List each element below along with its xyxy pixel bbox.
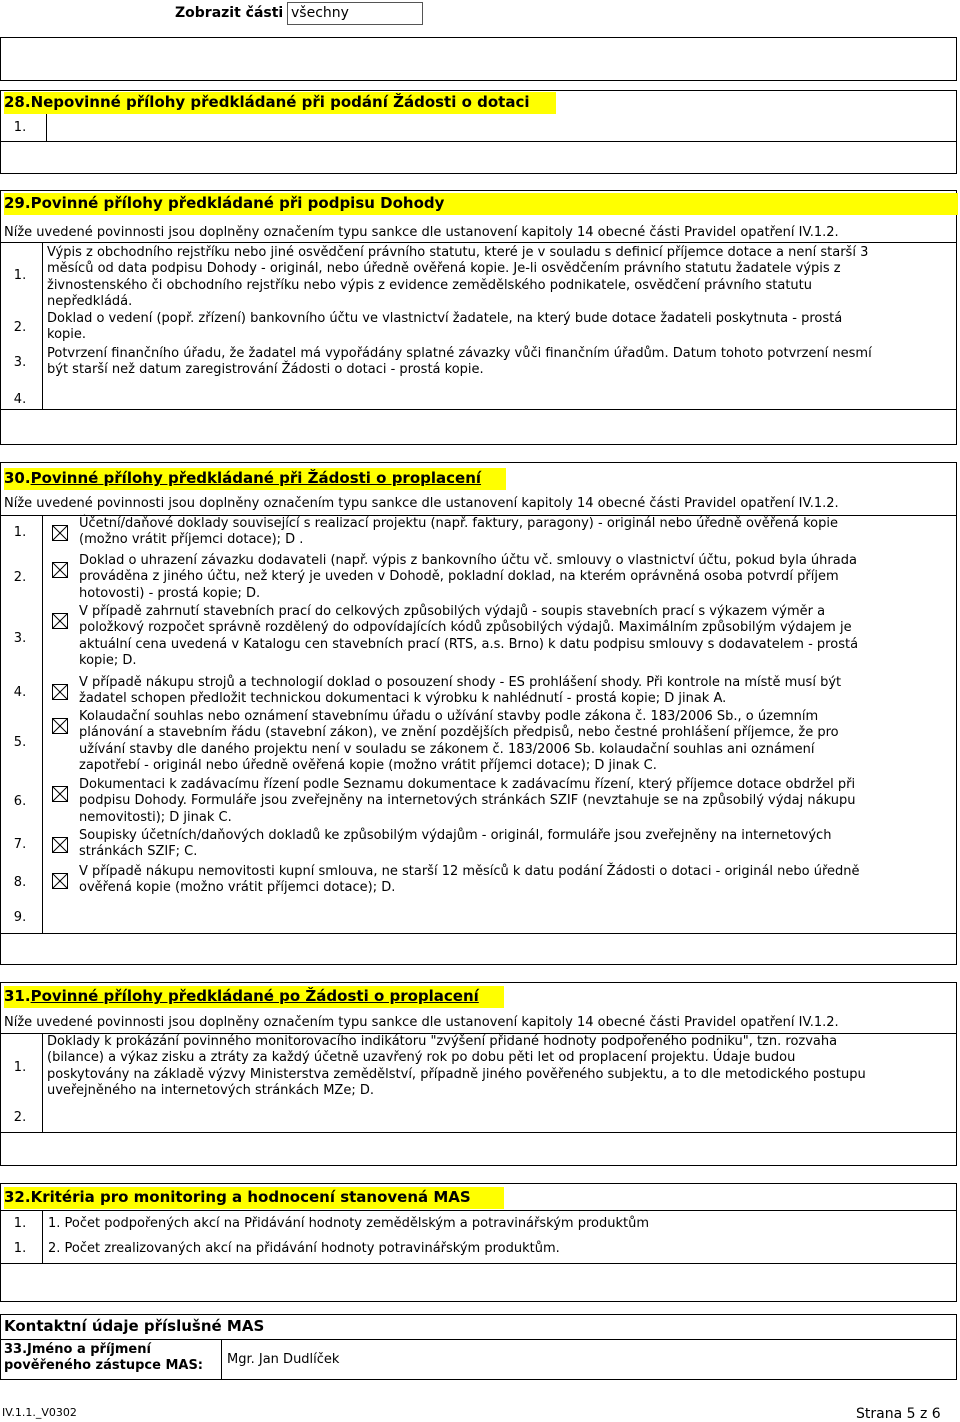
contact-label: 33.Jméno a příjmení pověřeného zástupce MAS:	[4, 1342, 203, 1374]
filter-label: Zobrazit části	[175, 5, 284, 21]
s30-item-3-text: V případě zahrnutí stavebních prací do celkových způsobilých výdajů - soupis stavebních prací s výkazem výměr a položkový rozpočet správně rozdělený do odpovídajících kódů způsobilých výdajů. Maximálním způsobilým výdajem je aktuální cena uvedená v Katalogu cen stavebních prací (RTS, a.s. Brno) k datu podpisu smlouvy s dodavatelem - prostá kopie; D.	[79, 604, 859, 668]
checked-box-icon[interactable]	[52, 873, 68, 889]
footer-page: Strana 5 z 6	[856, 1406, 941, 1422]
s29-item-2-text: Doklad o vedení (popř. zřízení) bankovního účtu ve vlastnictví žadatele, na který bude dotace žadateli poskytnuta - prostá kopie.	[47, 311, 843, 343]
s31-item-1-text: Doklady k prokázání povinného monitorovacího indikátoru "zvýšení přidané hodnoty podpořeného podniku", tzn. rozvaha (bilance) a výkaz zisku a ztráty za každý účetně uzavřený rok po dobu pěti let od proplacení projektu. Údaje budou poskytovány na základě výzvy Ministerstva zemědělství, případně jiného pověřeného subjektu, a to dle metodického postupu uveřejněného na internetových stránkách MZe; D.	[47, 1034, 866, 1098]
s30-item-1-num: 1.	[13, 524, 27, 540]
footer-code: IV.1.1._V0302	[2, 1406, 77, 1419]
s29-item-4-num: 4.	[13, 392, 27, 407]
filter-select[interactable]: všechny	[287, 2, 423, 25]
s30-item-4-num: 4.	[13, 684, 27, 700]
s30-item-8-num: 8.	[13, 875, 27, 890]
s30-item-3-num: 3.	[13, 630, 27, 646]
s29-item-3-text: Potvrzení finančního úřadu, že žadatel má vypořádány splatné závazky vůči finančním úřadům. Datum tohoto potvrzení nesmí být starší než datum zaregistrování Žádosti o dotaci - prostá kopie.	[47, 346, 872, 378]
s29-item-1-num: 1.	[13, 268, 27, 283]
section-32-header: 32.Kritéria pro monitoring a hodnocení stanovená MAS	[4, 1187, 504, 1209]
s30-item-2-text: Doklad o uhrazení závazku dodavateli (např. výpis z bankovního účtu vč. smlouvy o vlastnictví účtu, pokud byla úhrada prováděna z jiného účtu, než který je uveden v Dohodě, pokladní doklad, na kterém oprávněná osoba potvrdí příjem hotovosti) - prostá kopie; D.	[79, 553, 857, 601]
section-28-header: 28.Nepovinné přílohy předkládané při podání Žádosti o dotaci	[4, 92, 556, 114]
s30-item-7-num: 7.	[13, 837, 27, 852]
s30-item-2-num: 2.	[13, 570, 27, 585]
s30-item-4-text: V případě nákupu strojů a technologií doklad o posouzení shody - ES prohlášení shody. Při kontrole na místě musí být žadatel schopen předložit technickou dokumentaci k výrobku k nahlédnutí - prostá kopie; D jinak A.	[79, 675, 842, 707]
section-31-header: 31.Povinné přílohy předkládané po Žádosti o proplacení	[4, 986, 504, 1008]
empty-frame	[0, 37, 957, 81]
checked-box-icon[interactable]	[52, 786, 68, 802]
s29-item-1-text: Výpis z obchodního rejstříku nebo jiné osvědčení právního statutu, které je v souladu s definicí příjemce dotace a není starší 3 měsíců od data podpisu Dohody - originál, nebo úředně ověřená kopie. Je-li osvědčením právního statutu žadatele výpis z živnostenského či obchodního rejstříku nebo výpis z evidence zemědělského podnikatele, osvědčení právního statutu nepředkládá.	[47, 245, 869, 309]
s29-item-2-num: 2.	[13, 320, 27, 335]
section-29-intro: Níže uvedené povinnosti jsou doplněny označením typu sankce dle ustanovení kapitoly 14 obecné části Pravidel opatření IV.1.2.	[4, 225, 839, 240]
s30-item-9-num: 9.	[13, 910, 27, 925]
s30-item-1-text: Účetní/daňové doklady související s realizací projektu (např. faktury, paragony) - originál nebo úředně ověřená kopie (možno vrátit příjemci dotace); D .	[79, 516, 838, 548]
s32-item-2-num: 1.	[13, 1241, 27, 1256]
s30-item-6-num: 6.	[13, 794, 27, 809]
checked-box-icon[interactable]	[52, 837, 68, 853]
s31-item-2-num: 2.	[13, 1110, 27, 1125]
s29-item-3-num: 3.	[13, 355, 27, 370]
checked-box-icon[interactable]	[52, 718, 68, 734]
section-29-header: 29.Povinné přílohy předkládané při podpisu Dohody	[4, 193, 958, 215]
s32-item-2-text: 2. Počet zrealizovaných akcí na přidávání hodnoty potravinářským produktům.	[48, 1241, 560, 1256]
s32-item-1-num: 1.	[13, 1216, 27, 1231]
s30-item-6-text: Dokumentaci k zadávacímu řízení podle Seznamu dokumentace k zadávacímu řízení, který příjemce dotace obdržel při podpisu Dohody. Formuláře jsou zveřejněny na internetových stránkách SZIF (nevztahuje se na způsobilý výdaj nákupu nemovitosti); D jinak C.	[79, 777, 856, 825]
s32-item-1-text: 1. Počet podpořených akcí na Přidávání hodnoty zemědělským a potravinářským produktům	[48, 1216, 649, 1231]
contact-value: Mgr. Jan Dudlíček	[227, 1352, 340, 1367]
s30-item-5-num: 5.	[13, 735, 27, 750]
s31-item-1-num: 1.	[13, 1060, 27, 1075]
checked-box-icon[interactable]	[52, 613, 68, 629]
s30-item-5-text: Kolaudační souhlas nebo oznámení stavebnímu úřadu o užívání stavby podle zákona č. 183/2006 Sb., o územním plánování a stavebním řádu (stavební zákon), ve znění pozdějších předpisů, nebo čestné prohlášení příjemce, že pro užívání stavby dle daného projektu není v souladu se zákonem č. 183/2006 Sb. kolaudační souhlas ani oznámení zapotřebí - originál nebo úředně ověřená kopie (možno vrátit příjemci dotace); D jinak C.	[79, 709, 839, 773]
section-28-item-num: 1.	[13, 120, 27, 135]
s30-item-7-text: Soupisky účetních/daňových dokladů ke způsobilým výdajům - originál, formuláře jsou zveřejněny na internetových stránkách SZIF; C.	[79, 828, 832, 860]
section-30-intro: Níže uvedené povinnosti jsou doplněny označením typu sankce dle ustanovení kapitoly 14 obecné části Pravidel opatření IV.1.2.	[4, 496, 839, 511]
checked-box-icon[interactable]	[52, 684, 68, 700]
s30-item-8-text: V případě nákupu nemovitosti kupní smlouva, ne starší 12 měsíců k datu podání Žádosti o dotaci - originál nebo úředně ověřená kopie (možno vrátit příjemci dotace); D.	[79, 864, 860, 896]
contact-title: Kontaktní údaje příslušné MAS	[4, 1317, 265, 1335]
section-31-intro: Níže uvedené povinnosti jsou doplněny označením typu sankce dle ustanovení kapitoly 14 obecné části Pravidel opatření IV.1.2.	[4, 1015, 839, 1030]
checked-box-icon[interactable]	[52, 562, 68, 578]
section-30-header: 30.Povinné přílohy předkládané při Žádosti o proplacení	[4, 468, 506, 490]
checked-box-icon[interactable]	[52, 525, 68, 541]
